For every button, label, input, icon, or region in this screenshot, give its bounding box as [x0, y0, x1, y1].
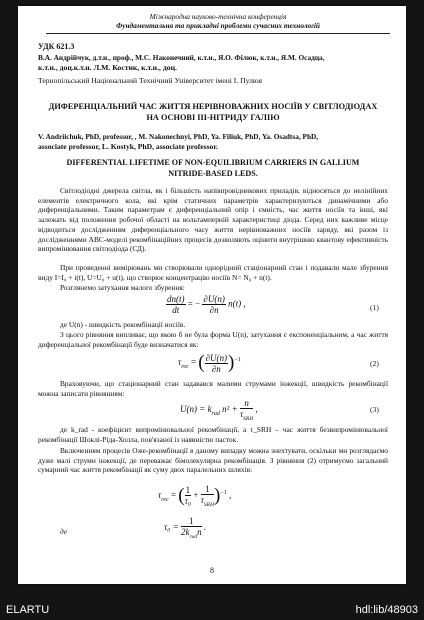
paragraph-injection: Враховуючи, що стаціонарний стан задавався малими струмами інжекції, швидкість рекомбінації можна записати рівнянням:: [38, 379, 388, 398]
equation-1-number: (1): [370, 303, 379, 312]
equation-1: $\frac{dn(t)}{dt}$ = − $\frac{\partial U(n)}{\partial n}$ n(t) ,: [167, 294, 246, 315]
equation-2: $\tau_{rec}$ = ( $\frac{\partial U(n)}{\partial n}$ )$^{-1}$: [178, 352, 241, 374]
equation-3: $U(n) = k_{rad}$ n² + $\frac{n}{\tau_{SRH}}$ ,: [180, 398, 258, 422]
eq1-fraction-rhs: $\frac{\partial U(n)}{\partial n}$: [203, 294, 225, 315]
title-en-line-2: NITRIDE-BASED LEDS.: [168, 168, 258, 178]
conference-name: Міжнародна науково-технічна конференція: [149, 12, 287, 21]
paragraph-decay: Розглянемо затухання малого збурення:: [60, 283, 185, 292]
paragraph-exponential: З цього рівняння випливає, що якою б не була форма U(n), затухання є експоненціальним, а час життя диференціальної рекомбінації буде визначатися як:: [38, 330, 388, 349]
title-en-line-1: DIFFERENTIAL LIFETIME OF NON-EQUILIBRIUM CARRIERS IN GALLIUM: [66, 158, 360, 167]
paragraph-intro: Світлодіодні джерела світла, як і більшість напівпровідникових приладів, відносяться до нелінійних елементів електричного кола, які крім статичних параметрів характеризуються динамічними або диференціальними. Таким параметрам є диференціальний опір і ємність, час життя носіїв та інші, які залежать від положення робочої області на вольтамперній характеристиці діода. Серед них важливе місце відводиться дослідженням диференціального часу життя нерівноважних носіїв заряду, які разом із дослідженнями ABC-моделі рекомбінаційних процесів дозволяють оцінити внутрішню квантову ефективність випромінювання світлодіода (СД).: [38, 186, 388, 254]
authors-uk-line-2: к.т.н., доц.к.т.н. Л.М. Костик, к.т.н., доц.: [38, 63, 177, 73]
eq4-bracket-close: ): [214, 484, 221, 506]
eq2-fraction: $\frac{\partial U(n)}{\partial n}$: [205, 352, 228, 374]
text-u-definition: де U(n) - швидкість рекомбінації носіїв.: [60, 320, 186, 329]
title-uk-line-1: ДИФЕРЕНЦІАЛЬНИЙ ЧАС ЖИТТЯ НЕРІВНОВАЖНИХ НОСІЇВ У СВІТЛОДІОДАХ: [48, 102, 378, 111]
page-number: 8: [210, 566, 214, 575]
equation-2-number: (2): [370, 359, 379, 368]
eq4-bracket-open: (: [178, 484, 185, 506]
header-rule: [46, 33, 390, 34]
title-uk-line-2: НА ОСНОВІ ІІІ-НІТРИДУ ГАЛІЮ: [146, 113, 280, 122]
paragraph-measurement: При проведенні вимірювань ми створювали однорідний стаціонарний стан і подавали мале збурення виду I=I₀ + i(t), U=U₀ + u(t), що створює концентрацію носіїв N= N₀ + n(t).: [38, 263, 388, 282]
eq2-bracket-open: (: [198, 352, 205, 373]
authors-english: [38, 132, 388, 153]
authors-uk-line-1: В.А. Андрійчук, д.т.н., проф., М.С. Наконечний, к.т.н., Я.О. Філюк, к.т.н., Я.М. Осадца,: [38, 53, 325, 62]
udk-code: УДК 621.3: [38, 42, 75, 51]
eq1-fraction-lhs: $\frac{dn(t)}{dt}$: [167, 294, 185, 315]
repository-label: ELARTU: [6, 604, 50, 616]
authors-en-line-2: associate professor, L. Kostyk, PhD, associate professor.: [38, 142, 218, 152]
equation-5: τ₀ = $\frac{1}{2k_{rad}n}$ .: [164, 516, 207, 540]
paragraph-auger: Включенням процесів Оже-рекомбінації в даному випадку можна знехтувати, оскільки ми розглядаємо дуже малі струми інжекції, де переважає бімолекулярна рекомбінація. З рівняння (2) отримуємо загальний сумарний час життя рекомбінації як суму двох паралельних шляхів:: [38, 446, 388, 475]
eq5-fraction: $\frac{1}{2k_{rad}n}$: [180, 516, 202, 540]
text-where: де: [60, 527, 68, 536]
eq4-fraction-2: $\frac{1}{\tau_{SRH}}$: [200, 484, 214, 508]
eq2-bracket-close: ): [228, 352, 235, 373]
equation-3-number: (3): [370, 405, 379, 414]
eq3-fraction: $\frac{n}{\tau_{SRH}}$: [239, 398, 254, 422]
handle-identifier: hdl:lib/48903: [355, 604, 418, 616]
authors-en-line-1: V. Andriichuk, PhD, professor, , M. Nakonechnyi, PhD, Ya. Filiuk, PhD, Ya. Osadtsa, PhD,: [38, 132, 319, 141]
title-english: [38, 158, 388, 179]
equation-4: $\tau_{rec}$ = ( $\frac{1}{\text{τ₀}}$ + $\frac{1}{\tau_{SRH}}$ )$^{-1}$ ,: [158, 484, 232, 508]
authors-ukrainian: [38, 53, 388, 74]
university-affiliation: Тернопільський Національний Технічний Університет імені І. Пулюя: [38, 76, 263, 85]
eq4-fraction-1: $\frac{1}{\text{τ₀}}$: [184, 485, 192, 507]
document-page: [18, 6, 406, 584]
conference-header: [46, 12, 390, 30]
title-ukrainian: [38, 101, 388, 123]
conference-subtitle: Фундаментальна та прикладні проблеми сучасних технологій: [116, 21, 320, 30]
paragraph-coefficients: де k_rad - коефіцієнт випромінювальної рекомбінації, а τ_SRH – час життя безвипромінювальної рекомбінації Шоклі-Ріда-Холла, пов'язаної із наявністю пасток.: [38, 425, 388, 444]
